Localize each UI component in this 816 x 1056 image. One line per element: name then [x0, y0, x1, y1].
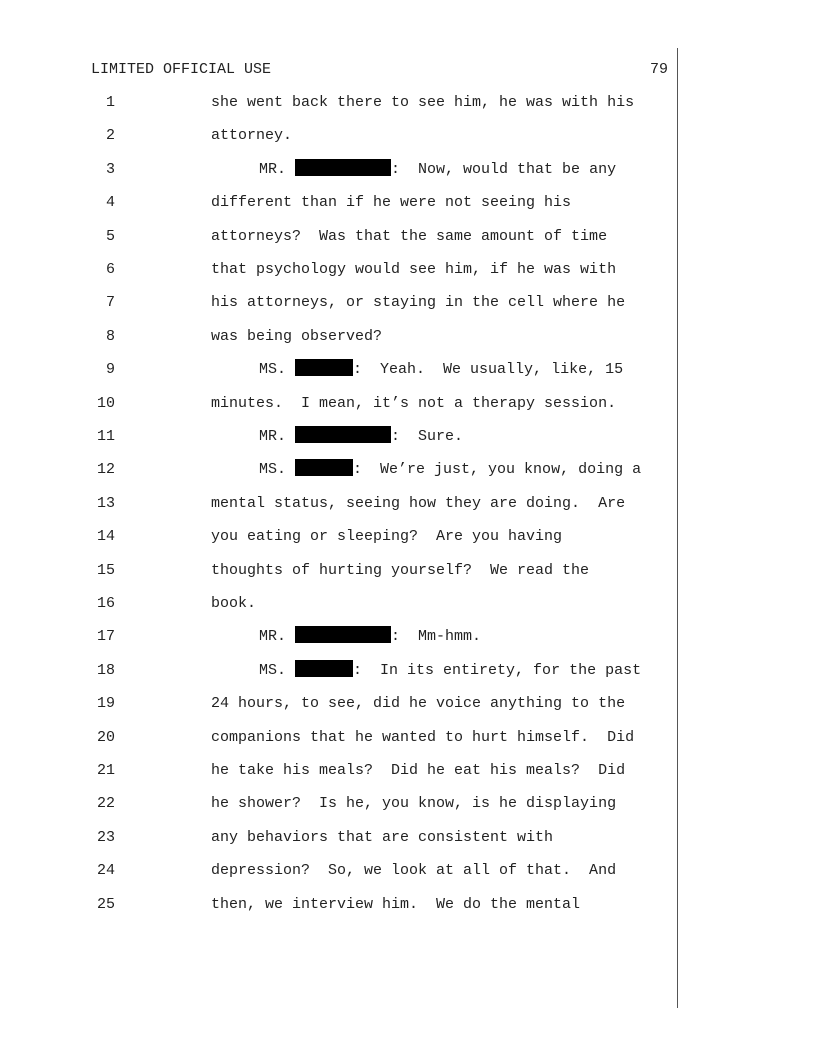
transcript-line [0, 560, 816, 582]
speaker-title: MS. [259, 361, 287, 378]
transcript-line [0, 159, 816, 181]
line-text: his attorneys, or staying in the cell where he [211, 294, 626, 311]
speaker-title: MR. [259, 161, 287, 178]
line-text-body: : Sure. [391, 428, 464, 445]
transcript-line [0, 894, 816, 916]
transcript-line [0, 827, 816, 849]
line-number: 3 [105, 161, 115, 178]
line-text: he take his meals? Did he eat his meals? Did [211, 762, 626, 779]
line-text-body: : Now, would that be any [391, 161, 617, 178]
line-text: was being observed? [211, 328, 383, 345]
line-text: then, we interview him. We do the mental [211, 896, 581, 913]
line-number: 9 [105, 361, 115, 378]
line-text: companions that he wanted to hurt himself. Did [211, 729, 635, 746]
line-text-body: : Mm-hmm. [391, 628, 482, 645]
line-number: 16 [96, 595, 115, 612]
transcript-line [0, 92, 816, 114]
line-text [259, 426, 463, 448]
line-text: thoughts of hurting yourself? We read the [211, 562, 590, 579]
line-text: 24 hours, to see, did he voice anything to the [211, 695, 626, 712]
line-number: 6 [105, 261, 115, 278]
redaction-box [295, 626, 391, 643]
line-text-body: : We’re just, you know, doing a [353, 461, 642, 478]
speaker-title: MR. [259, 628, 287, 645]
line-number: 12 [96, 461, 115, 478]
transcript-line [0, 593, 816, 615]
speaker-title: MR. [259, 428, 287, 445]
transcript-line [0, 226, 816, 248]
line-text [259, 459, 641, 481]
line-number: 17 [96, 628, 115, 645]
line-text: he shower? Is he, you know, is he displaying [211, 795, 617, 812]
line-text [259, 359, 623, 381]
transcript-line [0, 393, 816, 415]
line-number: 24 [96, 862, 115, 879]
transcript-line [0, 459, 816, 481]
line-number: 10 [96, 395, 115, 412]
line-number: 23 [96, 829, 115, 846]
transcript-line [0, 727, 816, 749]
transcript-line [0, 693, 816, 715]
line-text: that psychology would see him, if he was with [211, 261, 617, 278]
transcript-line [0, 793, 816, 815]
line-text [259, 626, 481, 648]
line-number: 2 [105, 127, 115, 144]
line-number: 14 [96, 528, 115, 545]
transcript-line [0, 860, 816, 882]
line-text: minutes. I mean, it’s not a therapy session. [211, 395, 617, 412]
line-text: attorney. [211, 127, 293, 144]
transcript-line [0, 259, 816, 281]
line-text: she went back there to see him, he was with his [211, 94, 635, 111]
line-text: mental status, seeing how they are doing. Are [211, 495, 626, 512]
line-text: book. [211, 595, 257, 612]
line-number: 1 [105, 94, 115, 111]
transcript-line [0, 359, 816, 381]
line-text: any behaviors that are consistent with [211, 829, 554, 846]
line-text-body: : Yeah. We usually, like, 15 [353, 361, 624, 378]
redaction-box [295, 426, 391, 443]
line-number: 11 [96, 428, 115, 445]
line-number: 13 [96, 495, 115, 512]
classification-header: LIMITED OFFICIAL USE [91, 61, 272, 78]
line-number: 19 [96, 695, 115, 712]
transcript-line [0, 526, 816, 548]
redaction-box [295, 159, 391, 176]
transcript-line [0, 192, 816, 214]
transcript-line [0, 125, 816, 147]
line-text: depression? So, we look at all of that. And [211, 862, 617, 879]
line-number: 22 [96, 795, 115, 812]
line-text: different than if he were not seeing his [211, 194, 572, 211]
line-text [259, 159, 616, 181]
line-number: 4 [105, 194, 115, 211]
page-number: 79 [649, 61, 668, 78]
line-number: 8 [105, 328, 115, 345]
line-text: you eating or sleeping? Are you having [211, 528, 563, 545]
line-number: 18 [96, 662, 115, 679]
transcript-line [0, 326, 816, 348]
transcript-line [0, 426, 816, 448]
line-number: 25 [96, 896, 115, 913]
line-text [259, 660, 641, 682]
transcript-line [0, 292, 816, 314]
line-number: 15 [96, 562, 115, 579]
line-number: 20 [96, 729, 115, 746]
transcript-line [0, 760, 816, 782]
transcript-line [0, 493, 816, 515]
line-text: attorneys? Was that the same amount of time [211, 228, 608, 245]
line-text-body: : In its entirety, for the past [353, 662, 642, 679]
redaction-box [295, 660, 353, 677]
redaction-box [295, 459, 353, 476]
line-number: 7 [105, 294, 115, 311]
speaker-title: MS. [259, 461, 287, 478]
transcript-line [0, 626, 816, 648]
speaker-title: MS. [259, 662, 287, 679]
redaction-box [295, 359, 353, 376]
line-number: 21 [96, 762, 115, 779]
transcript-line [0, 660, 816, 682]
line-number: 5 [105, 228, 115, 245]
